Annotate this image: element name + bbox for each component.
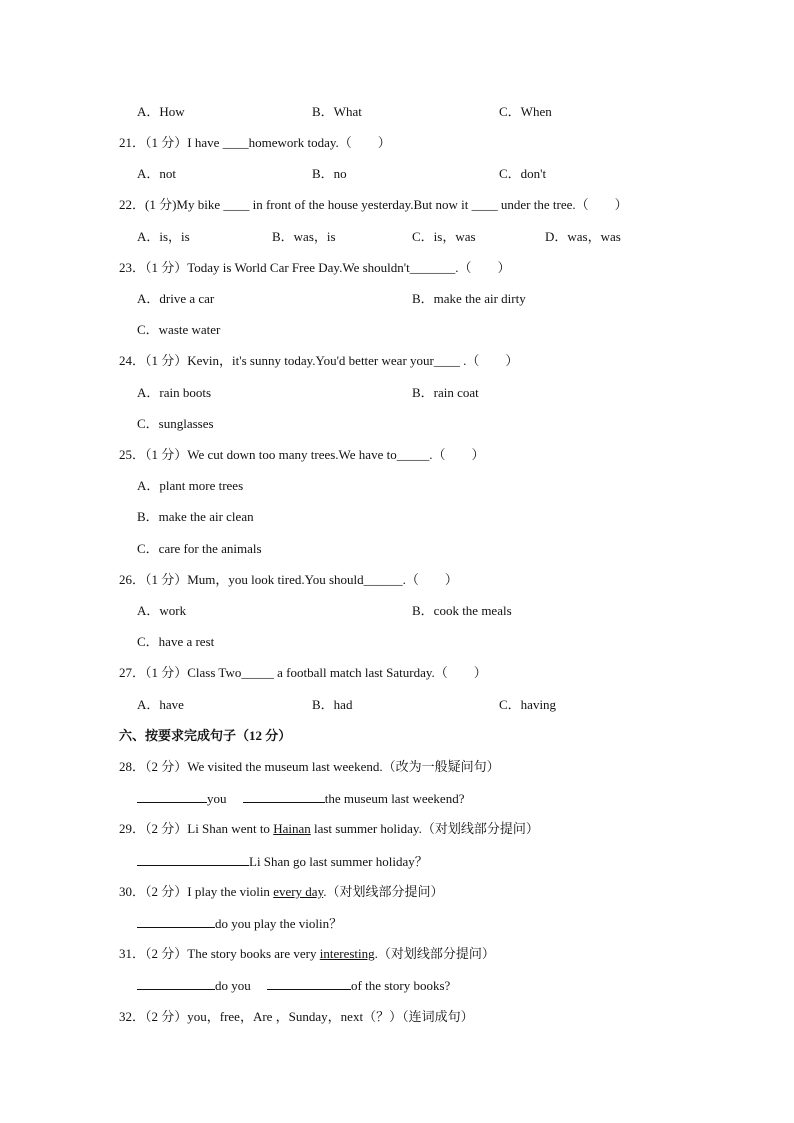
q22-option-c: C．is，was (412, 229, 476, 244)
q25-stem: 25．（1 分）We cut down too many trees.We have to_____.（ ） (119, 447, 485, 462)
answer-blank[interactable] (267, 977, 351, 990)
q21-option-a: A．not (137, 166, 177, 181)
q29-stem: 29．（2 分）Li Shan went to Hainan last summer holiday.（对划线部分提问） (119, 821, 539, 836)
q27-stem: 27．（1 分）Class Two_____ a football match last Saturday.（ ） (119, 665, 487, 680)
underlined-phrase: interesting (319, 946, 375, 961)
underlined-phrase: every day (273, 884, 324, 899)
q26-option-c: C．have a rest (137, 634, 215, 649)
q24-option-a: A．rain boots (137, 385, 212, 400)
q23-option-a: A．drive a car (137, 291, 215, 306)
answer-blank[interactable] (137, 915, 215, 928)
q23-option-c: C．waste water (137, 322, 221, 337)
section-title: 六、按要求完成句子（12 分） (119, 728, 292, 743)
q30-stem: 30．（2 分）I play the violin every day.（对划线部分提问） (119, 884, 444, 899)
q25-option-a: A．plant more trees (137, 478, 244, 493)
q23-option-b: B．make the air dirty (412, 291, 526, 306)
q20-option-c: C．When (499, 104, 552, 119)
q26-option-b: B．cook the meals (412, 603, 512, 618)
q20-option-a: A．How (137, 104, 185, 119)
q28-answer-line: you the museum last weekend? (137, 790, 464, 807)
q24-option-c: C．sunglasses (137, 416, 214, 431)
q31-answer-line: do you of the story books? (137, 977, 450, 994)
q31-stem: 31．（2 分）The story books are very interesting.（对划线部分提问） (119, 946, 495, 961)
q26-option-a: A．work (137, 603, 187, 618)
q30-answer-line: do you play the violin？ (137, 915, 342, 932)
answer-blank[interactable] (137, 853, 249, 866)
underlined-phrase: Hainan (273, 821, 311, 836)
answer-blank[interactable] (137, 790, 207, 803)
q23-stem: 23．（1 分）Today is World Car Free Day.We shouldn't_______.（ ） (119, 260, 511, 275)
q21-stem: 21．（1 分）I have ____homework today.（ ） (119, 135, 391, 150)
q24-option-b: B．rain coat (412, 385, 479, 400)
q22-option-b: B．was，is (272, 229, 336, 244)
q22-stem: 22．(1 分)My bike ____ in front of the house yesterday.But now it ____ under the tree.（ ） (119, 197, 628, 212)
q27-option-a: A．have (137, 697, 184, 712)
q22-option-d: D．was，was (545, 229, 621, 244)
answer-blank[interactable] (243, 790, 325, 803)
q26-stem: 26．（1 分）Mum，you look tired.You should______.（ ） (119, 572, 458, 587)
q21-option-b: B．no (312, 166, 347, 181)
q27-option-c: C．having (499, 697, 557, 712)
q20-option-b: B．What (312, 104, 362, 119)
q29-answer-line: Li Shan go last summer holiday？ (137, 853, 428, 870)
q27-option-b: B．had (312, 697, 353, 712)
q21-option-c: C．don't (499, 166, 547, 181)
q25-option-c: C．care for the animals (137, 541, 262, 556)
q32-stem: 32．（2 分）you，free，Are ，Sunday，next（？）（连词成句） (119, 1009, 474, 1024)
q25-option-b: B．make the air clean (137, 509, 254, 524)
q22-option-a: A．is，is (137, 229, 190, 244)
answer-blank[interactable] (137, 977, 215, 990)
q28-stem: 28．（2 分）We visited the museum last weekend.（改为一般疑问句） (119, 759, 500, 774)
q24-stem: 24．（1 分）Kevin，it's sunny today.You'd better wear your____ .（ ） (119, 353, 519, 368)
